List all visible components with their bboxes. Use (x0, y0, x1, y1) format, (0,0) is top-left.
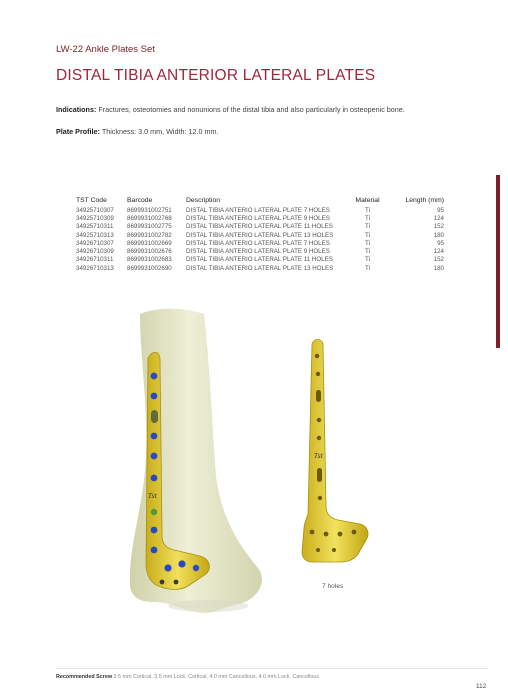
plate-hole-icon (316, 372, 320, 376)
cell-length: 124 (433, 248, 444, 256)
cell-material: Ti (365, 264, 370, 272)
recommended-screw-line (56, 674, 319, 680)
plate-hole-icon (315, 354, 319, 358)
screw-icon (151, 547, 158, 554)
table-row (76, 214, 446, 222)
cell-length: 95 (437, 206, 444, 214)
indications-line (56, 105, 405, 114)
cell-length: 152 (433, 223, 444, 231)
screw-icon (193, 565, 199, 571)
screw-icon (164, 564, 171, 571)
screw-icon (160, 580, 165, 585)
cell-tst-code: 34925710307 (76, 206, 114, 214)
cell-material: Ti (365, 248, 370, 256)
plate-hole-icon (317, 418, 321, 422)
cell-length: 124 (433, 214, 444, 222)
plate-body (302, 340, 368, 563)
plate-logo: Tst (148, 493, 158, 500)
cell-barcode: 8699931002751 (127, 206, 172, 214)
cell-length: 180 (433, 231, 444, 239)
set-title: LW-22 Ankle Plates Set (56, 44, 155, 55)
cell-description: DISTAL TIBIA ANTERIO LATERAL PLATE 7 HOLES (186, 206, 330, 214)
cell-material: Ti (365, 256, 370, 264)
cell-material: Ti (365, 214, 370, 222)
page-title: DISTAL TIBIA ANTERIOR LATERAL PLATES (56, 67, 376, 84)
cell-description: DISTAL TIBIA ANTERIO LATERAL PLATE 9 HOLES (186, 248, 330, 256)
screw-icon (151, 475, 158, 482)
table-row (76, 223, 446, 231)
cell-description: DISTAL TIBIA ANTERIO LATERAL PLATE 11 HOLES (186, 256, 333, 264)
cell-tst-code: 34925710309 (76, 214, 114, 222)
header-tst-code: TST Code (76, 197, 107, 204)
table-row (76, 206, 446, 214)
cell-description: DISTAL TIBIA ANTERIO LATERAL PLATE 13 HOLES (186, 264, 334, 272)
cell-tst-code: 34925710311 (76, 223, 114, 231)
table-row (76, 239, 446, 247)
plate-hole-icon (317, 436, 321, 440)
plate-slot-icon (316, 390, 321, 402)
plate-logo: Tst (314, 453, 324, 460)
header-material: Material (355, 197, 380, 204)
plate-hole-icon (352, 530, 357, 535)
plate-hole-icon (310, 530, 315, 535)
indications-label: Indications: (56, 105, 97, 114)
cell-tst-code: 34926710313 (76, 264, 114, 272)
product-table (76, 196, 446, 272)
footer-rule (56, 668, 488, 669)
cell-length: 95 (437, 239, 444, 247)
indications-text: Fractures, osteotomies and nonunions of the distal tibia and also particularly in osteopenic bone. (98, 105, 405, 114)
plate-hole-icon (332, 548, 336, 552)
cell-barcode: 8699931002676 (127, 248, 172, 256)
table-row (76, 247, 446, 255)
bone-with-plate-illustration (118, 306, 278, 620)
plate-profile-label: Plate Profile: (56, 127, 100, 136)
cell-tst-code: 34926710309 (76, 248, 114, 256)
cell-length: 180 (433, 264, 444, 272)
plate-hole-icon (324, 532, 329, 537)
page-number: 112 (476, 683, 487, 690)
cell-barcode: 8699931002775 (127, 223, 172, 231)
section-side-bar (496, 175, 500, 348)
cell-material: Ti (365, 239, 370, 247)
cell-material: Ti (365, 206, 370, 214)
cell-barcode: 8699931002669 (127, 239, 172, 247)
cell-barcode: 8699931002782 (127, 231, 172, 239)
plate-profile-text: Thickness: 3.0 mm, Width: 12.0 mm. (101, 127, 219, 136)
plate-hole-icon (318, 496, 322, 500)
table-row (76, 256, 446, 264)
header-barcode: Barcode (127, 197, 153, 204)
plate-hole-icon (316, 548, 320, 552)
cell-barcode: 8699931002690 (127, 264, 172, 272)
cell-barcode: 8699931002683 (127, 256, 172, 264)
bone-shadow (168, 600, 248, 612)
cell-barcode: 8699931002768 (127, 214, 172, 222)
cell-tst-code: 34926710307 (76, 239, 114, 247)
screw-icon (174, 580, 179, 585)
cell-tst-code: 34925710313 (76, 231, 114, 239)
cell-material: Ti (365, 223, 370, 231)
screw-icon (151, 373, 158, 380)
cell-material: Ti (365, 231, 370, 239)
screw-icon (178, 560, 185, 567)
screw-icon (151, 509, 157, 515)
cell-description: DISTAL TIBIA ANTERIO LATERAL PLATE 13 HOLES (186, 231, 334, 239)
cell-description: DISTAL TIBIA ANTERIO LATERAL PLATE 11 HOLES (186, 223, 333, 231)
cell-description: DISTAL TIBIA ANTERIO LATERAL PLATE 9 HOLES (186, 214, 330, 222)
recommended-screw-label: Recommended Screw (56, 674, 113, 680)
recommended-screw-text: 3.5 mm Cortical, 3.5 mm Lock. Cortical, 4.0 mm Cancellous, 4.0 mm Lock. Cancellous (113, 674, 320, 680)
screw-icon (151, 527, 158, 534)
table-row (76, 231, 446, 239)
plate-profile-line (56, 127, 218, 136)
table-row (76, 264, 446, 272)
table-header-row (76, 196, 446, 206)
slot-hole-icon (151, 410, 158, 423)
screw-icon (151, 433, 158, 440)
cell-length: 152 (433, 256, 444, 264)
header-description: Description (186, 197, 220, 204)
cell-description: DISTAL TIBIA ANTERIO LATERAL PLATE 7 HOLES (186, 239, 330, 247)
header-length: Length (mm) (405, 197, 444, 204)
screw-icon (151, 393, 158, 400)
plate-illustration (292, 338, 372, 568)
figure-caption: 7 holes (322, 583, 344, 590)
cell-tst-code: 34926710311 (76, 256, 114, 264)
plate-hole-icon (338, 532, 343, 537)
screw-icon (151, 453, 158, 460)
plate-slot-icon (317, 468, 322, 482)
